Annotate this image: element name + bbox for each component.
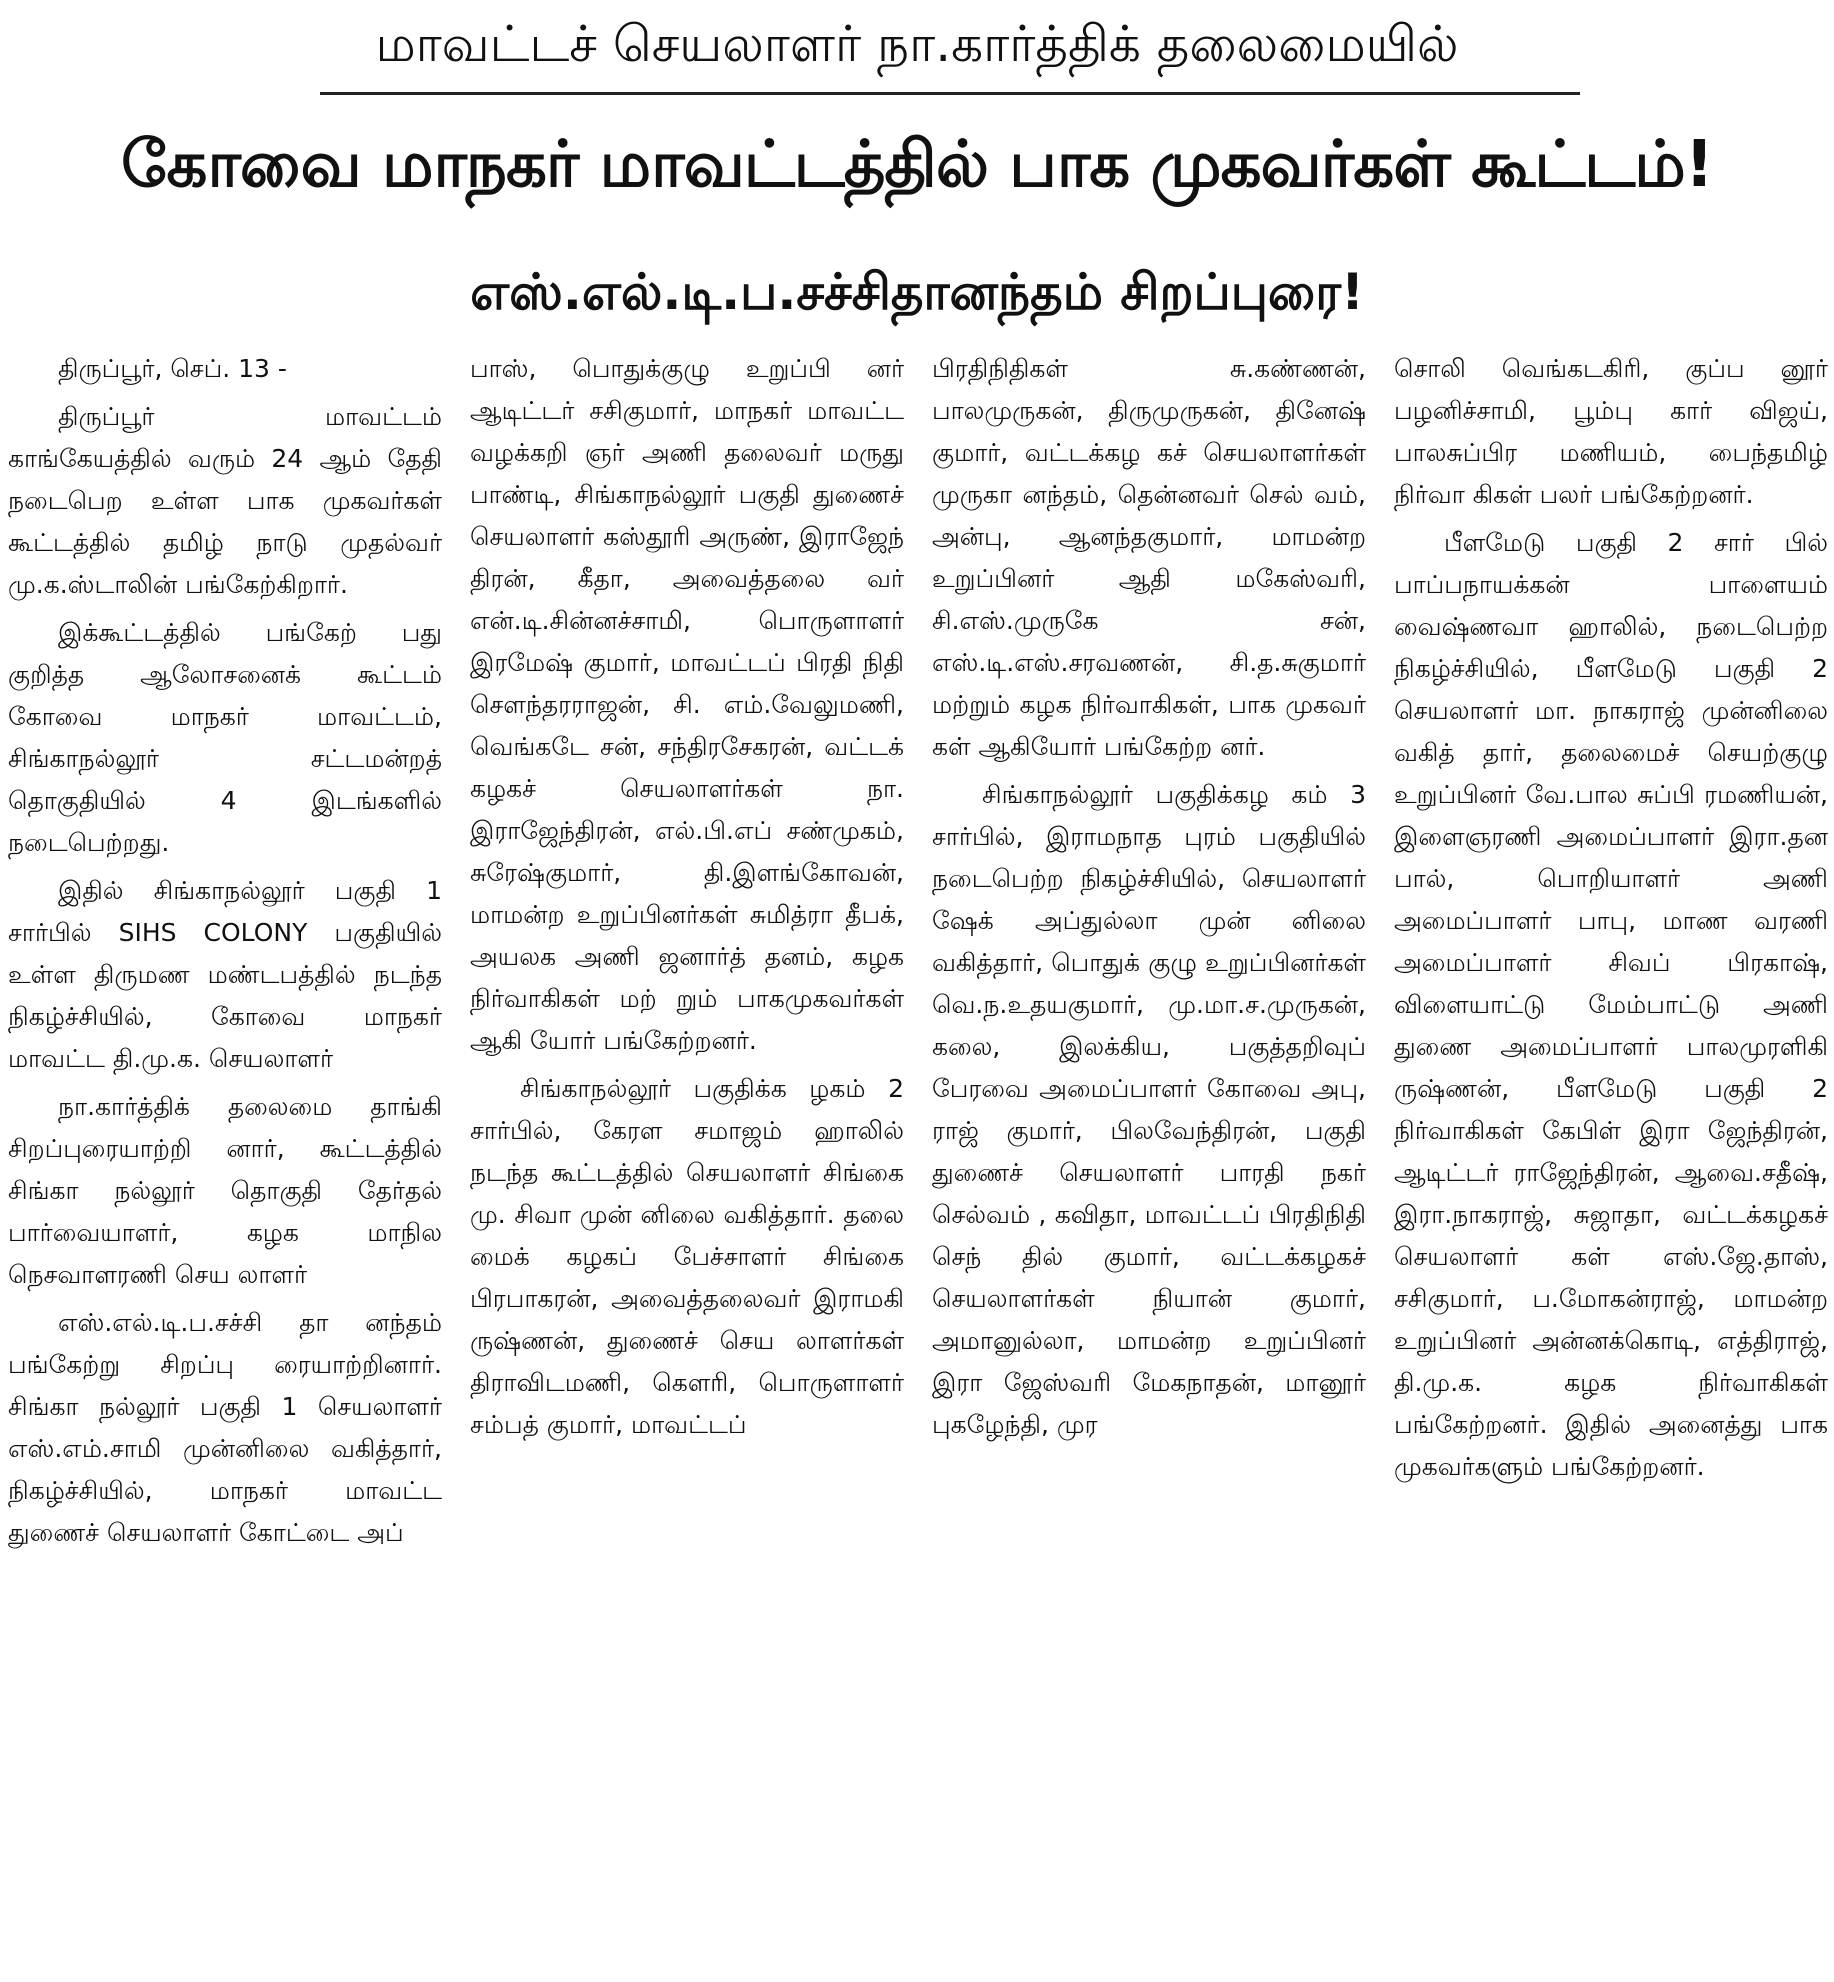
paragraph: சொலி வெங்கடகிரி, குப்ப னூர் பழனிச்சாமி, பூம்பு கார் விஜய், பாலசுப்பிர மணியம், பைந்தமிழ் நிர்வா கிகள் பலர் பங்கேற்றனர். xyxy=(1394,354,1828,509)
paragraph: சிங்காநல்லூர் பகுதிக்கழ கம் 3 சார்பில், இராமநாத புரம் பகுதியில் நடைபெற்ற நிகழ்ச்சியில், செயலாளர் ஷேக் அப்துல்லா முன் னிலை வகித்தார், பொதுக் குழு உறுப்பினர்கள் வெ.ந.உதயகுமார், மு.மா.ச.முருகன், கலை, இலக்கிய, பகுத்தறிவுப் பேரவை அமைப்பாளர் கோவை அபு, ராஜ் குமார், பிலவேந்திரன், பகுதி துணைச் செயலாளர் பாரதி நகர் செல்வம் , கவிதா, மாவட்டப் பிரதிநிதி செந் தில் குமார், வட்டக்கழகச் செயலாளர்கள் நியான் குமார், அமானுல்லா, மாமன்ற உறுப்பினர் இரா ஜேஸ்வரி மேகநாதன், மானூர் புகழேந்தி, முர xyxy=(932,780,1366,1439)
kicker-rule xyxy=(320,92,1580,95)
article-columns xyxy=(8,348,1828,1976)
paragraph: இதில் சிங்காநல்லூர் பகுதி 1 சார்பில் SIHS COLONY பகுதியில் உள்ள திருமண மண்டபத்தில் நடந்த நிகழ்ச்சியில், கோவை மாநகர் மாவட்ட தி.மு.க. செயலாளர் xyxy=(8,876,442,1073)
paragraph: இக்கூட்டத்தில் பங்கேற் பது குறித்த ஆலோசனைக் கூட்டம் கோவை மாநகர் மாவட்டம், சிங்காநல்லூர் சட்டமன்றத் தொகுதியில் 4 இடங்களில் நடைபெற்றது. xyxy=(8,618,442,857)
paragraph: பீளமேடு பகுதி 2 சார் பில் பாப்பநாயக்கன் பாளையம் வைஷ்ணவா ஹாலில், நடைபெற்ற நிகழ்ச்சியில், பீளமேடு பகுதி 2 செயலாளர் மா. நாகராஜ் முன்னிலை வகித் தார், தலைமைச் செயற்குழு உறுப்பினர் வே.பால சுப்பி ரமணியன், இளைஞரணி அமைப்பாளர் இரா.தன பால், பொறியாளர் அணி அமைப்பாளர் பாபு, மாண வரணி அமைப்பாளர் சிவப் பிரகாஷ், விளையாட்டு மேம்பாட்டு அணி துணை அமைப்பாளர் பாலமுரளிகி ருஷ்ணன், பீளமேடு பகுதி 2 நிர்வாகிகள் கேபிள் இரா ஜேந்திரன், ஆடிட்டர் ராஜேந்திரன், ஆவை.சதீஷ், இரா.நாகராஜ், சுஜாதா, வட்டக்கழகச் செயலாளர் கள் எஸ்.ஜே.தாஸ், சசிகுமார், ப.மோகன்ராஜ், மாமன்ற உறுப்பினர் அன்னக்கொடி, எத்திராஜ், தி.மு.க. கழக நிர்வாகிகள் பங்கேற்றனர். இதில் அனைத்து பாக முகவர்களும் பங்கேற்றனர். xyxy=(1394,528,1828,1481)
headline: கோவை மாநகர் மாவட்டத்தில் பாக முகவர்கள் கூட்டம்! xyxy=(121,128,1713,202)
paragraph: சிங்காநல்லூர் பகுதிக்க ழகம் 2 சார்பில், கேரள சமாஜம் ஹாலில் நடந்த கூட்டத்தில் செயலாளர் சிங்கை மு. சிவா முன் னிலை வகித்தார். தலை மைக் கழகப் பேச்சாளர் சிங்கை பிரபாகரன், அவைத்தலைவர் இராமகி ருஷ்ணன், துணைச் செய லாளர்கள் திராவிடமணி, கௌரி, பொருளாளர் சம்பத் குமார், மாவட்டப் xyxy=(470,1074,904,1439)
kicker: மாவட்டச் செயலாளர் நா.கார்த்திக் தலைமையில் xyxy=(375,15,1459,73)
column-1 xyxy=(8,348,442,1976)
column-3 xyxy=(932,348,1366,1976)
paragraph: பாஸ், பொதுக்குழு உறுப்பி னர் ஆடிட்டர் சசிகுமார், மாநகர் மாவட்ட வழக்கறி ஞர் அணி தலைவர் மருது பாண்டி, சிங்காநல்லூர் பகுதி துணைச் செயலாளர் கஸ்தூரி அருண், இராஜேந் திரன், கீதா, அவைத்தலை வர் என்.டி.சின்னச்சாமி, பொருளாளர் இரமேஷ் குமார், மாவட்டப் பிரதி நிதி சௌந்தரராஜன், சி. எம்.வேலுமணி, வெங்கடே சன், சந்திரசேகரன், வட்டக் கழகச் செயலாளர்கள் நா. இராஜேந்திரன், எல்.பி.எப் சண்முகம், சுரேஷ்குமார், தி.இளங்கோவன், மாமன்ற உறுப்பினர்கள் சுமித்ரா தீபக், அயலக அணி ஜனார்த் தனம், கழக நிர்வாகிகள் மற் றும் பாகமுகவர்கள் ஆகி யோர் பங்கேற்றனர். xyxy=(470,354,904,1055)
subhead: எஸ்.எல்.டி.ப.சச்சிதானந்தம் சிறப்புரை! xyxy=(470,263,1364,321)
paragraph: எஸ்.எல்.டி.ப.சச்சி தா னந்தம் பங்கேற்று சிறப்பு ரையாற்றினார். சிங்கா நல்லூர் பகுதி 1 செயலாளர் எஸ்.எம்.சாமி முன்னிலை வகித்தார், நிகழ்ச்சியில், மாநகர் மாவட்ட துணைச் செயலாளர் கோட்டை அப் xyxy=(8,1308,442,1547)
dateline: திருப்பூர், செப். 13 - xyxy=(58,354,287,383)
paragraph: பிரதிநிதிகள் சு.கண்ணன், பாலமுருகன், திருமுருகன், தினேஷ் குமார், வட்டக்கழ கச் செயலாளர்கள் முருகா னந்தம், தென்னவர் செல் வம், அன்பு, ஆனந்தகுமார், மாமன்ற உறுப்பினர் ஆதி மகேஸ்வரி, சி.எஸ்.முருகே சன், எஸ்.டி.எஸ்.சரவணன், சி.த.சுகுமார் மற்றும் கழக நிர்வாகிகள், பாக முகவர் கள் ஆகியோர் பங்கேற்ற னர். xyxy=(932,354,1366,761)
column-4 xyxy=(1394,348,1828,1976)
column-2 xyxy=(470,348,904,1976)
paragraph: திருப்பூர் மாவட்டம் காங்கேயத்தில் வரும் 24 ஆம் தேதி நடைபெற உள்ள பாக முகவர்கள் கூட்டத்தில் தமிழ் நாடு முதல்வர் மு.க.ஸ்டாலின் பங்கேற்கிறார். xyxy=(8,402,442,599)
paragraph: நா.கார்த்திக் தலைமை தாங்கி சிறப்புரையாற்றி னார், கூட்டத்தில் சிங்கா நல்லூர் தொகுதி தேர்தல் பார்வையாளர், கழக மாநில நெசவாளரணி செய லாளர் xyxy=(8,1092,442,1289)
